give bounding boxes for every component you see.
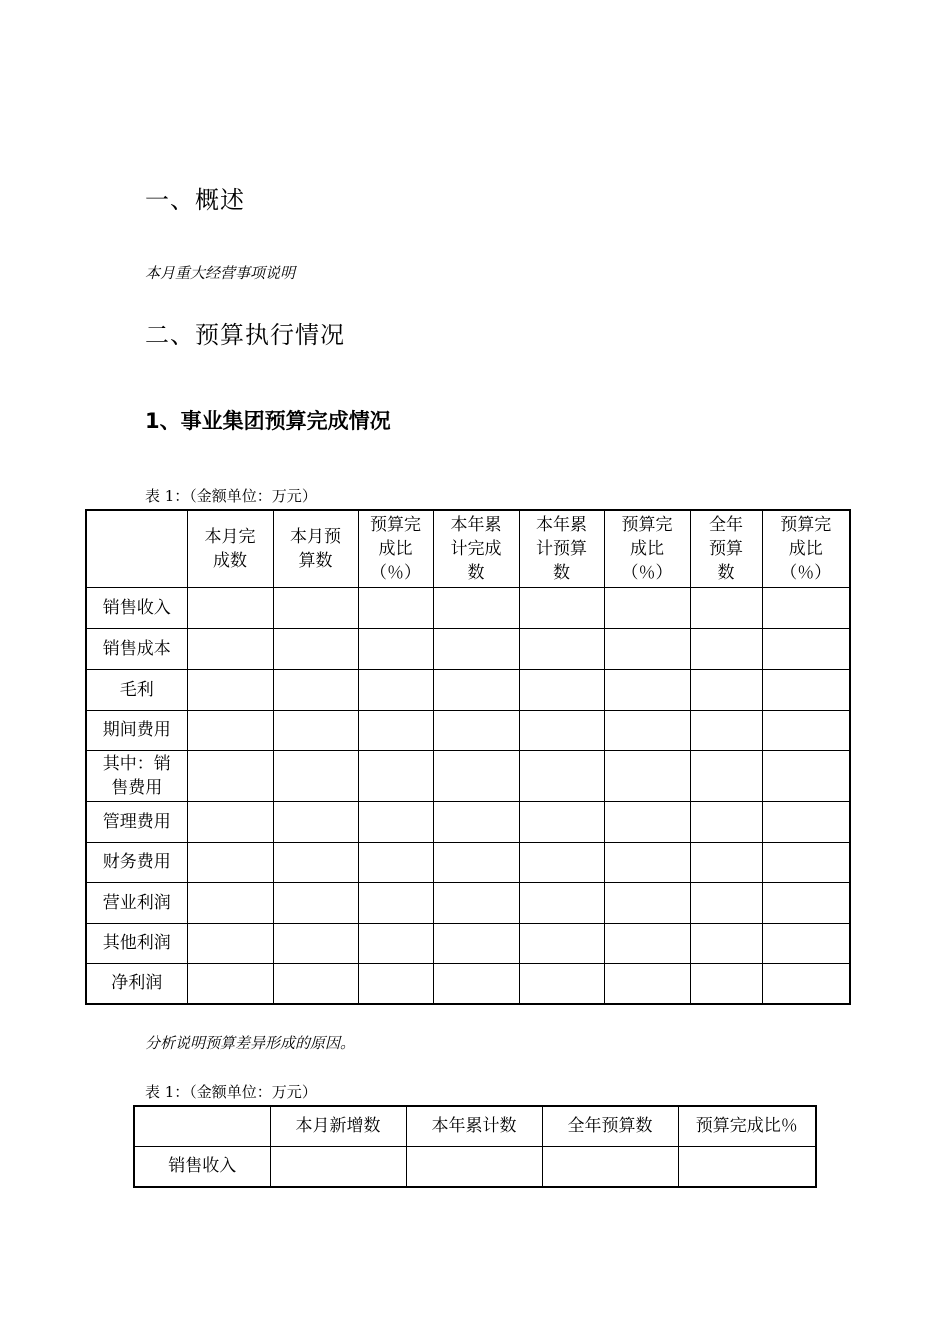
data-cell bbox=[762, 842, 850, 882]
data-cell bbox=[187, 882, 273, 923]
data-cell bbox=[519, 882, 604, 923]
data-cell bbox=[433, 963, 519, 1004]
data-cell bbox=[187, 710, 273, 750]
data-cell bbox=[604, 882, 690, 923]
data-cell bbox=[433, 669, 519, 710]
row-label: 毛利 bbox=[86, 669, 187, 710]
data-cell bbox=[433, 750, 519, 801]
data-cell bbox=[604, 750, 690, 801]
data-cell bbox=[519, 587, 604, 628]
data-cell bbox=[690, 628, 762, 669]
data-cell bbox=[519, 750, 604, 801]
row-label: 销售收入 bbox=[134, 1146, 270, 1187]
data-cell bbox=[358, 750, 433, 801]
data-cell bbox=[690, 801, 762, 842]
table1-header-cell: 预算完成比（％） bbox=[604, 510, 690, 587]
data-cell bbox=[604, 842, 690, 882]
row-label: 期间费用 bbox=[86, 710, 187, 750]
data-cell bbox=[542, 1146, 678, 1187]
data-cell bbox=[690, 669, 762, 710]
data-cell bbox=[690, 882, 762, 923]
data-cell bbox=[519, 801, 604, 842]
data-cell bbox=[358, 963, 433, 1004]
table2-header-cell: 预算完成比％ bbox=[678, 1106, 816, 1146]
data-cell bbox=[433, 923, 519, 963]
table-row bbox=[134, 1146, 816, 1187]
table-row bbox=[86, 963, 850, 1004]
data-cell bbox=[187, 587, 273, 628]
table2-header-cell: 全年预算数 bbox=[542, 1106, 678, 1146]
data-cell bbox=[270, 1146, 406, 1187]
table2-header-cell bbox=[134, 1106, 270, 1146]
data-cell bbox=[187, 801, 273, 842]
data-cell bbox=[358, 801, 433, 842]
subsection-title-group-budget: 1、事业集团预算完成情况 bbox=[145, 409, 391, 433]
data-cell bbox=[762, 750, 850, 801]
table1-header-cell: 本年累计预算数 bbox=[519, 510, 604, 587]
data-cell bbox=[273, 628, 358, 669]
row-label: 销售收入 bbox=[86, 587, 187, 628]
row-label: 营业利润 bbox=[86, 882, 187, 923]
data-cell bbox=[358, 669, 433, 710]
data-cell bbox=[433, 710, 519, 750]
section-title-overview: 一、概述 bbox=[145, 186, 245, 214]
data-cell bbox=[433, 882, 519, 923]
table1-header-row bbox=[86, 510, 850, 587]
table-row bbox=[86, 923, 850, 963]
row-label: 净利润 bbox=[86, 963, 187, 1004]
table-row bbox=[86, 628, 850, 669]
revenue-summary-table bbox=[133, 1105, 817, 1188]
data-cell bbox=[604, 710, 690, 750]
data-cell bbox=[690, 842, 762, 882]
row-label: 财务费用 bbox=[86, 842, 187, 882]
table1-caption: 表 1：（金额单位：万元） bbox=[145, 487, 317, 505]
data-cell bbox=[187, 628, 273, 669]
data-cell bbox=[187, 669, 273, 710]
data-cell bbox=[604, 587, 690, 628]
data-cell bbox=[604, 669, 690, 710]
data-cell bbox=[406, 1146, 542, 1187]
section-title-budget: 二、预算执行情况 bbox=[145, 321, 345, 349]
data-cell bbox=[273, 669, 358, 710]
row-label: 其中：销售费用 bbox=[86, 750, 187, 801]
row-label: 管理费用 bbox=[86, 801, 187, 842]
data-cell bbox=[678, 1146, 816, 1187]
data-cell bbox=[762, 628, 850, 669]
table2-header-cell: 本月新增数 bbox=[270, 1106, 406, 1146]
data-cell bbox=[519, 963, 604, 1004]
data-cell bbox=[762, 882, 850, 923]
table-row bbox=[86, 882, 850, 923]
data-cell bbox=[273, 963, 358, 1004]
data-cell bbox=[690, 587, 762, 628]
table-row bbox=[86, 801, 850, 842]
analysis-note: 分析说明预算差异形成的原因。 bbox=[145, 1034, 356, 1052]
data-cell bbox=[433, 801, 519, 842]
data-cell bbox=[762, 801, 850, 842]
data-cell bbox=[519, 628, 604, 669]
table2-header-row bbox=[134, 1106, 816, 1146]
table1-header-cell: 本年累计完成数 bbox=[433, 510, 519, 587]
data-cell bbox=[762, 710, 850, 750]
table-row bbox=[86, 750, 850, 801]
data-cell bbox=[187, 963, 273, 1004]
data-cell bbox=[358, 882, 433, 923]
data-cell bbox=[273, 587, 358, 628]
data-cell bbox=[762, 669, 850, 710]
data-cell bbox=[433, 587, 519, 628]
table-row bbox=[86, 710, 850, 750]
budget-completion-table bbox=[85, 509, 851, 1005]
data-cell bbox=[187, 923, 273, 963]
data-cell bbox=[433, 628, 519, 669]
table1-header-cell: 本月预算数 bbox=[273, 510, 358, 587]
data-cell bbox=[690, 923, 762, 963]
data-cell bbox=[519, 923, 604, 963]
data-cell bbox=[604, 628, 690, 669]
data-cell bbox=[604, 801, 690, 842]
data-cell bbox=[358, 842, 433, 882]
data-cell bbox=[358, 710, 433, 750]
table1-header-cell: 本月完成数 bbox=[187, 510, 273, 587]
data-cell bbox=[433, 842, 519, 882]
data-cell bbox=[604, 963, 690, 1004]
table-row bbox=[86, 842, 850, 882]
data-cell bbox=[358, 587, 433, 628]
data-cell bbox=[273, 801, 358, 842]
data-cell bbox=[358, 628, 433, 669]
data-cell bbox=[273, 923, 358, 963]
table-row bbox=[86, 587, 850, 628]
data-cell bbox=[187, 842, 273, 882]
data-cell bbox=[762, 963, 850, 1004]
row-label: 其他利润 bbox=[86, 923, 187, 963]
data-cell bbox=[519, 710, 604, 750]
data-cell bbox=[690, 710, 762, 750]
table-row bbox=[86, 669, 850, 710]
row-label: 销售成本 bbox=[86, 628, 187, 669]
table1-header-cell: 预算完成比（％） bbox=[762, 510, 850, 587]
data-cell bbox=[273, 710, 358, 750]
overview-note: 本月重大经营事项说明 bbox=[145, 264, 296, 282]
table1-header-cell: 全年预算数 bbox=[690, 510, 762, 587]
data-cell bbox=[273, 882, 358, 923]
data-cell bbox=[273, 750, 358, 801]
data-cell bbox=[762, 923, 850, 963]
data-cell bbox=[690, 963, 762, 1004]
data-cell bbox=[273, 842, 358, 882]
data-cell bbox=[690, 750, 762, 801]
data-cell bbox=[762, 587, 850, 628]
data-cell bbox=[519, 842, 604, 882]
data-cell bbox=[604, 923, 690, 963]
table1-header-cell: 预算完成比（％） bbox=[358, 510, 433, 587]
table2-caption: 表 1：（金额单位：万元） bbox=[145, 1083, 317, 1101]
data-cell bbox=[519, 669, 604, 710]
data-cell bbox=[358, 923, 433, 963]
data-cell bbox=[187, 750, 273, 801]
table2-header-cell: 本年累计数 bbox=[406, 1106, 542, 1146]
table1-header-cell bbox=[86, 510, 187, 587]
